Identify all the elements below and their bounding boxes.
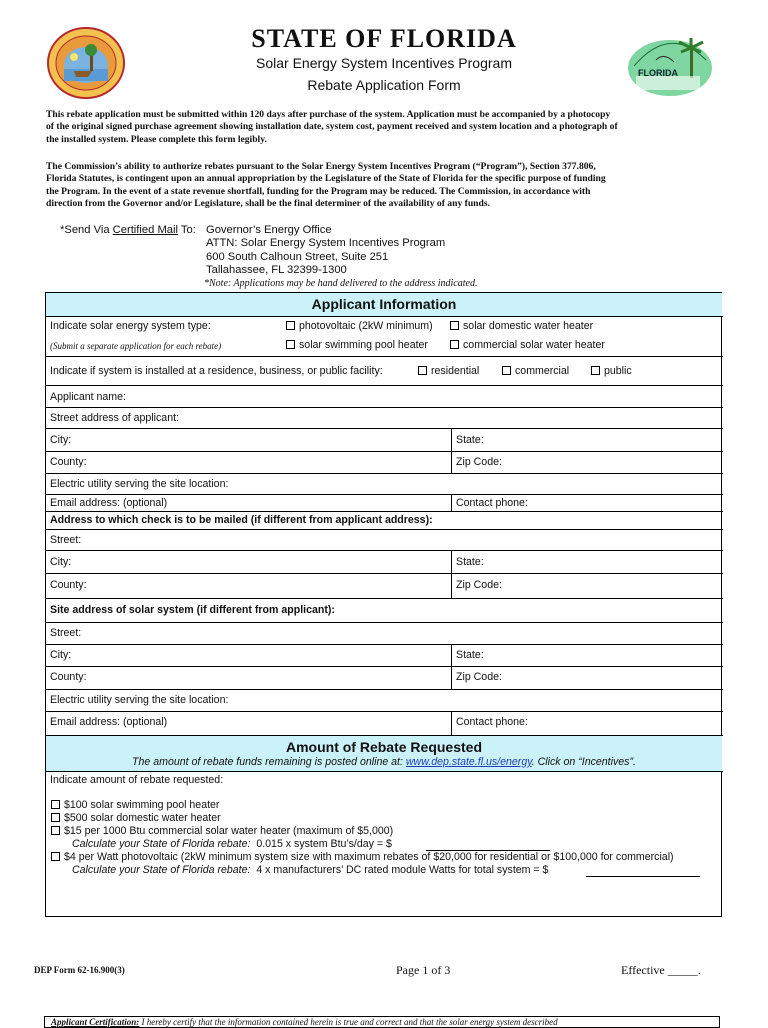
applicant-county-field[interactable]: County: (50, 456, 87, 468)
installed-facility-label: Indicate if system is installed at a residence, business, or public facility: (50, 365, 383, 377)
check-mailing-header: Address to which check is to be mailed (if different from applicant address): (50, 514, 433, 526)
send-via-label: *Send Via Certified Mail To: (60, 224, 196, 236)
checkbox-commercial-water-heater[interactable]: commercial solar water heater (450, 339, 605, 351)
logo-label: FLORIDA (638, 68, 678, 78)
checkbox-box[interactable] (51, 800, 60, 809)
checkbox-box[interactable] (450, 340, 459, 349)
form-number: DEP Form 62-16.900(3) (34, 965, 125, 975)
checkbox-rebate-domestic[interactable]: $500 solar domestic water heater (51, 812, 221, 824)
checkbox-box[interactable] (51, 813, 60, 822)
checkbox-box[interactable] (591, 366, 600, 375)
site-zip-field[interactable]: Zip Code: (456, 671, 502, 683)
checkbox-box[interactable] (418, 366, 427, 375)
rebate-header: Amount of Rebate Requested The amount of rebate funds remaining is posted online at: www.dep.state.fl.us/energy. Click on “Incentives”. (46, 736, 722, 771)
checkbox-rebate-commercial[interactable]: $15 per 1000 Btu commercial solar water heater (maximum of $5,000) (51, 825, 393, 837)
form-subtitle: Rebate Application Form (307, 77, 461, 93)
applicant-info-header: Applicant Information (46, 293, 722, 316)
calc-commercial-rebate: Calculate your State of Florida rebate: 0.015 x system Btu’s/day = $ (72, 838, 392, 850)
calc-pv-blank[interactable] (586, 876, 700, 877)
checkbox-box[interactable] (51, 826, 60, 835)
intro-paragraph-2: The Commission’s ability to authorize rebates pursuant to the Solar Energy System Incentives Program (“Program”), Section 377.806, Florida Statutes, is contingent upon an annual appropriation by the Legislature of the State of Florida for the specific purpose of funding the Program. In the event of a state revenue shortfall, funding for the Program may be reduced. The Commission, in accordance with direction from the Governor and/or Legislature, shall be the final determiner of the availability of any funds. (46, 161, 606, 210)
system-type-label: Indicate solar energy system type: (50, 320, 211, 332)
site-street-field[interactable]: Street: (50, 627, 82, 639)
applicant-phone-field[interactable]: Contact phone: (456, 497, 528, 509)
intro-paragraph-1: This rebate application must be submitted within 120 days after purchase of the system. Application must be accompanied by a photocopy of the original signed purchase agreement showing installation date, system cost, payment received and system location and a photograph of the installed system. Please complete this form legibly. (46, 109, 618, 145)
mailing-city-field[interactable]: City: (50, 556, 72, 568)
applicant-certification-box: Applicant Certification: I hereby certify that the information contained herein is true and correct and that the solar energy system described (44, 1016, 720, 1028)
site-address-header: Site address of solar system (if different from applicant): (50, 604, 335, 616)
hand-delivery-note: *Note: Applications may be hand delivered to the address indicated. (204, 278, 478, 289)
indicate-rebate-label: Indicate amount of rebate requested: (50, 774, 224, 786)
applicant-state-field[interactable]: State: (456, 434, 484, 446)
page-number: Page 1 of 3 (396, 963, 451, 977)
effective-date: Effective _____. (621, 963, 701, 977)
site-city-field[interactable]: City: (50, 649, 72, 661)
mailing-state-field[interactable]: State: (456, 556, 484, 568)
applicant-zip-field[interactable]: Zip Code: (456, 456, 502, 468)
checkbox-photovoltaic[interactable]: photovoltaic (2kW minimum) (286, 320, 433, 332)
site-utility-field[interactable]: Electric utility serving the site location: (50, 694, 229, 706)
checkbox-box[interactable] (450, 321, 459, 330)
mailing-county-field[interactable]: County: (50, 579, 87, 591)
checkbox-box[interactable] (286, 321, 295, 330)
applicant-street-field[interactable]: Street address of applicant: (50, 412, 179, 424)
applicant-city-field[interactable]: City: (50, 434, 72, 446)
mailing-zip-field[interactable]: Zip Code: (456, 579, 502, 591)
checkbox-rebate-pool[interactable]: $100 solar swimming pool heater (51, 799, 219, 811)
checkbox-domestic-water-heater[interactable]: solar domestic water heater (450, 320, 593, 332)
program-subtitle: Solar Energy System Incentives Program (256, 55, 512, 71)
system-type-note: (Submit a separate application for each rebate) (50, 341, 222, 351)
mailing-address: Governor’s Energy Office ATTN: Solar Energy System Incentives Program 600 South Calhoun Street, Suite 251 Tallahassee, FL 32399-1300 (206, 224, 446, 277)
checkbox-rebate-photovoltaic[interactable]: $4 per Watt photovoltaic (2kW minimum system size with maximum rebates of $20,000 for residential or $100,000 for commercial) (51, 851, 674, 863)
checkbox-box[interactable] (286, 340, 295, 349)
site-state-field[interactable]: State: (456, 649, 484, 661)
site-county-field[interactable]: County: (50, 671, 87, 683)
applicant-name-field[interactable]: Applicant name: (50, 391, 126, 403)
calc-pv-rebate: Calculate your State of Florida rebate: 4 x manufacturers’ DC rated module Watts for total system = $ (72, 864, 549, 876)
site-phone-field[interactable]: Contact phone: (456, 716, 528, 728)
site-email-field[interactable]: Email address: (optional) (50, 716, 168, 728)
mailing-street-field[interactable]: Street: (50, 534, 82, 546)
checkbox-pool-heater[interactable]: solar swimming pool heater (286, 339, 428, 351)
checkbox-box[interactable] (502, 366, 511, 375)
funds-online-note: The amount of rebate funds remaining is posted online at: www.dep.state.fl.us/energy. Click on “Incentives”. (132, 756, 636, 768)
checkbox-public[interactable]: public (591, 365, 632, 377)
page-title: STATE OF FLORIDA (251, 24, 517, 53)
checkbox-residential[interactable]: residential (418, 365, 479, 377)
energy-website-link[interactable]: www.dep.state.fl.us/energy (405, 756, 532, 768)
applicant-email-field[interactable]: Email address: (optional) (50, 497, 168, 509)
applicant-utility-field[interactable]: Electric utility serving the site location: (50, 478, 229, 490)
checkbox-commercial[interactable]: commercial (502, 365, 569, 377)
checkbox-box[interactable] (51, 852, 60, 861)
